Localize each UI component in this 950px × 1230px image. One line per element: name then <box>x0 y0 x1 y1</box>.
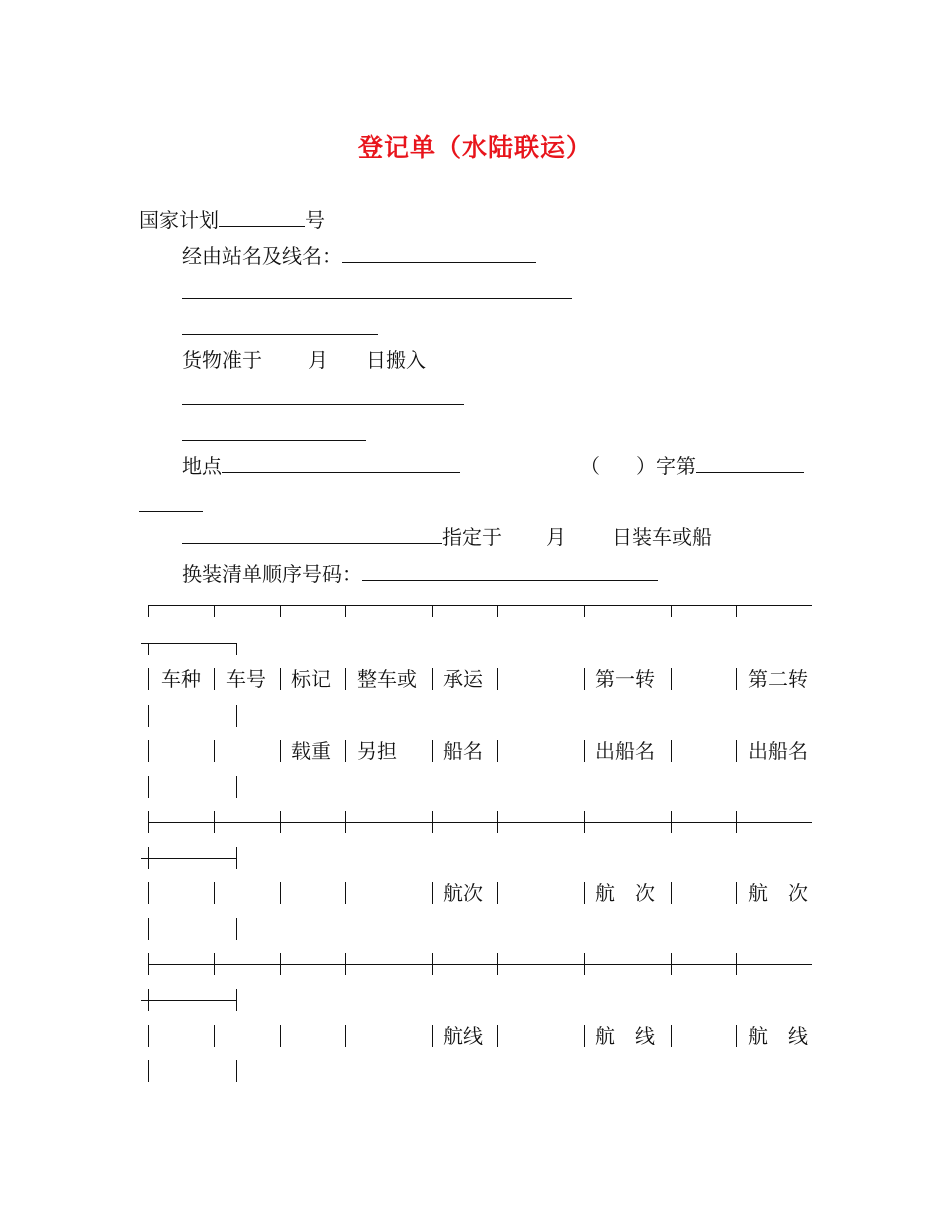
cell-separator <box>214 811 215 833</box>
cell-separator <box>432 953 433 975</box>
table-cell: 出船名 <box>595 739 655 763</box>
cell-separator <box>280 953 281 975</box>
cell-separator <box>236 989 237 1011</box>
table-border-tick <box>584 605 585 617</box>
cell-separator <box>497 953 498 975</box>
cell-separator <box>148 882 149 904</box>
cell-separator <box>432 1025 433 1047</box>
table-row-divider <box>148 822 812 823</box>
table-border-tick <box>280 605 281 617</box>
table-border-tick <box>148 643 149 655</box>
cell-separator <box>280 1025 281 1047</box>
cell-separator <box>345 740 346 762</box>
cell-separator <box>671 811 672 833</box>
route-blank-1[interactable] <box>342 244 536 263</box>
cell-separator <box>236 847 237 869</box>
designated-line <box>182 525 712 549</box>
table-border-tick <box>671 605 672 617</box>
table-cell: 航 次 <box>595 881 655 905</box>
cell-separator <box>345 668 346 690</box>
route-blank-3[interactable] <box>182 334 378 335</box>
table-cell: 整车或 <box>357 667 417 691</box>
cell-separator <box>214 953 215 975</box>
table-cell: 载重 <box>291 739 331 763</box>
plan-prefix: 国家计划 <box>139 208 219 232</box>
cell-separator <box>148 668 149 690</box>
place-blank[interactable] <box>222 454 460 473</box>
route-blank-2[interactable] <box>182 298 572 299</box>
cell-separator <box>584 811 585 833</box>
cell-separator <box>497 668 498 690</box>
table-cell: 航 线 <box>595 1024 655 1048</box>
cell-separator <box>148 1025 149 1047</box>
goods-ready-line <box>182 348 426 372</box>
cell-separator <box>148 705 149 727</box>
cell-separator <box>736 882 737 904</box>
route-line <box>182 244 536 268</box>
cell-separator <box>345 882 346 904</box>
table-cell: 承运 <box>443 667 483 691</box>
table-cell: 第二转 <box>748 667 808 691</box>
month2-label: 月 <box>546 525 566 549</box>
cell-separator <box>345 811 346 833</box>
cell-separator <box>214 1025 215 1047</box>
cell-separator <box>148 811 149 833</box>
cell-separator <box>671 668 672 690</box>
cell-separator <box>497 1025 498 1047</box>
plan-number-line <box>139 208 325 232</box>
goods-blank-1[interactable] <box>182 404 464 405</box>
transfer-list-label: 换装清单顺序号码： <box>182 562 362 586</box>
cell-separator <box>432 740 433 762</box>
character-number-blank-2[interactable] <box>139 511 203 512</box>
table-row-divider <box>148 964 812 965</box>
cell-separator <box>280 668 281 690</box>
cell-separator <box>148 918 149 940</box>
cell-separator <box>736 953 737 975</box>
paren-open: （ <box>580 454 600 478</box>
document-title: 登记单（水陆联运） <box>357 133 592 162</box>
cell-separator <box>736 668 737 690</box>
table-cell: 车种 <box>161 667 201 691</box>
cell-separator <box>148 953 149 975</box>
place-line <box>182 454 460 478</box>
table-top-border-wrap <box>141 643 237 644</box>
cell-separator <box>236 705 237 727</box>
cell-separator <box>148 1060 149 1082</box>
table-border-tick <box>236 643 237 655</box>
plan-suffix: 号 <box>305 208 325 232</box>
plan-number-blank[interactable] <box>219 208 305 227</box>
table-cell: 标记 <box>291 667 331 691</box>
table-border-tick <box>345 605 346 617</box>
table-cell: 船名 <box>443 739 483 763</box>
table-cell: 第一转 <box>595 667 655 691</box>
cell-separator <box>584 740 585 762</box>
table-cell: 航 次 <box>748 881 808 905</box>
cell-separator <box>497 740 498 762</box>
cell-separator <box>236 776 237 798</box>
table-row-divider-wrap <box>141 858 237 859</box>
cell-separator <box>671 953 672 975</box>
cell-separator <box>584 882 585 904</box>
table-border-tick <box>148 605 149 617</box>
cell-separator <box>148 989 149 1011</box>
cell-separator <box>584 953 585 975</box>
cell-separator <box>671 1025 672 1047</box>
cell-separator <box>280 882 281 904</box>
cell-separator <box>236 918 237 940</box>
cell-separator <box>432 668 433 690</box>
cell-separator <box>148 740 149 762</box>
day-move-in-label: 日搬入 <box>366 348 426 372</box>
cell-separator <box>280 740 281 762</box>
designated-label: 指定于 <box>442 525 502 549</box>
designated-blank[interactable] <box>182 525 442 544</box>
cell-separator <box>214 668 215 690</box>
place-label: 地点 <box>182 454 222 478</box>
cell-separator <box>736 740 737 762</box>
cell-separator <box>345 1025 346 1047</box>
cell-separator <box>345 953 346 975</box>
table-border-tick <box>214 605 215 617</box>
character-number-label: ）字第 <box>636 454 696 478</box>
transfer-list-blank[interactable] <box>362 562 658 581</box>
character-number-line <box>580 454 804 478</box>
table-cell: 车号 <box>226 667 266 691</box>
table-cell: 出船名 <box>748 739 808 763</box>
cell-separator <box>236 1060 237 1082</box>
cell-separator <box>584 1025 585 1047</box>
table-border-tick <box>432 605 433 617</box>
cell-separator <box>432 811 433 833</box>
cell-separator <box>214 882 215 904</box>
character-number-blank[interactable] <box>696 454 804 473</box>
cell-separator <box>497 811 498 833</box>
table-border-tick <box>736 605 737 617</box>
route-label: 经由站名及线名： <box>182 244 342 268</box>
cell-separator <box>148 776 149 798</box>
table-cell: 另担 <box>357 739 397 763</box>
table-cell: 航次 <box>443 881 483 905</box>
cell-separator <box>214 740 215 762</box>
transfer-list-line <box>182 562 658 586</box>
table-border-tick <box>497 605 498 617</box>
cell-separator <box>280 811 281 833</box>
table-top-border <box>148 605 812 606</box>
table-cell: 航线 <box>443 1024 483 1048</box>
cell-separator <box>671 740 672 762</box>
month-label: 月 <box>308 348 328 372</box>
table-cell: 航 线 <box>748 1024 808 1048</box>
cell-separator <box>148 847 149 869</box>
cell-separator <box>497 882 498 904</box>
cell-separator <box>736 1025 737 1047</box>
cell-separator <box>736 811 737 833</box>
goods-ready-label: 货物准于 <box>182 348 262 372</box>
cell-separator <box>432 882 433 904</box>
cell-separator <box>671 882 672 904</box>
day-load-label: 日装车或船 <box>612 525 712 549</box>
cell-separator <box>584 668 585 690</box>
goods-blank-2[interactable] <box>182 440 366 441</box>
table-row-divider-wrap <box>141 1000 237 1001</box>
